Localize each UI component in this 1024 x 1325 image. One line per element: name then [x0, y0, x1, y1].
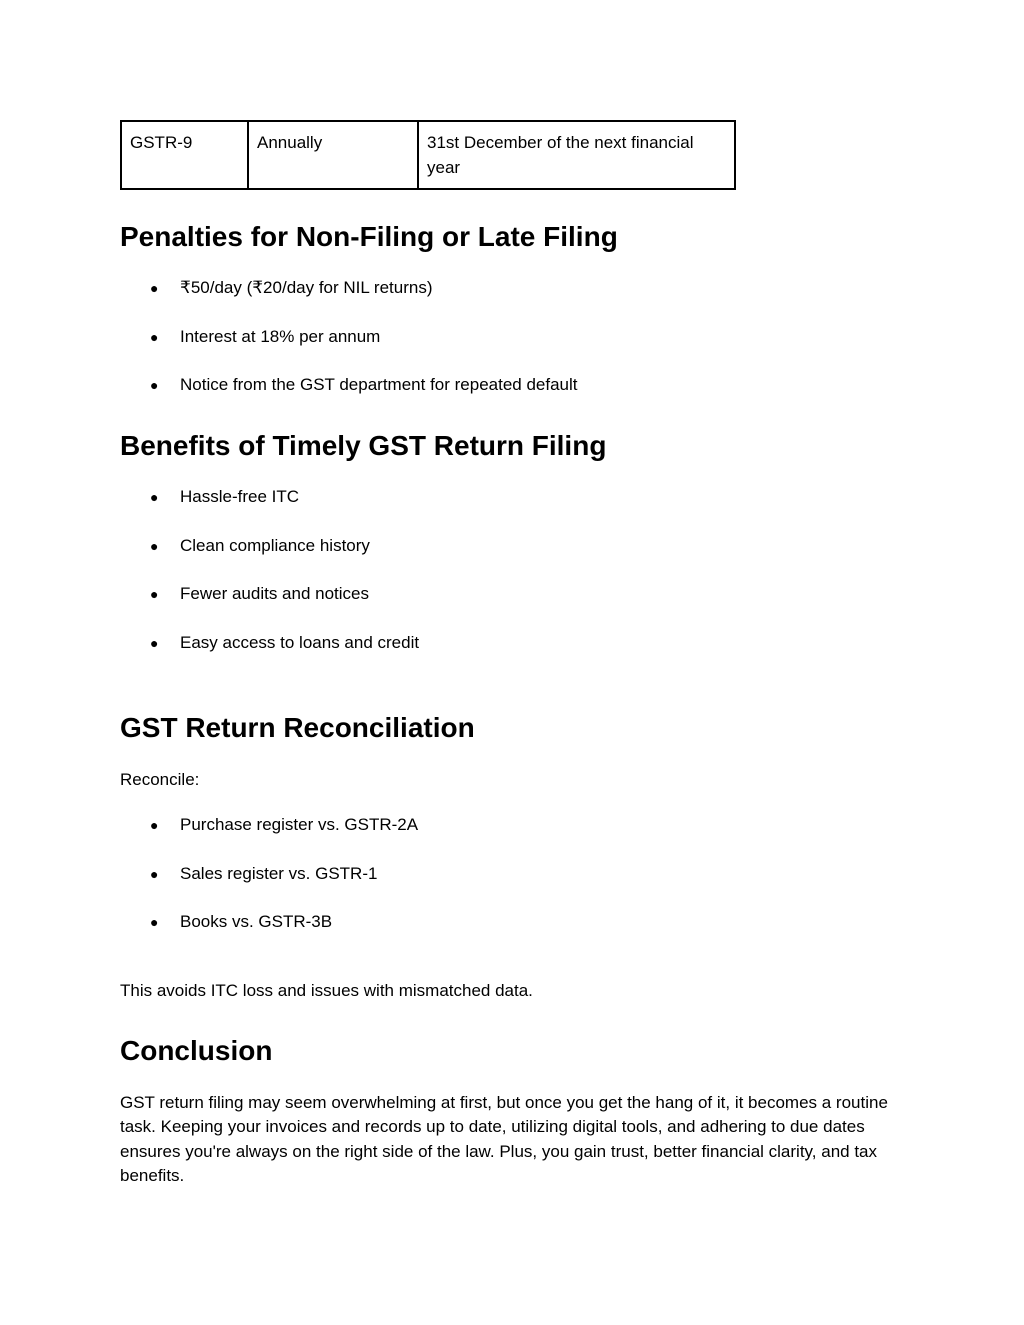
- list-item-text: Sales register vs. GSTR-1: [180, 863, 378, 883]
- benefits-list: [150, 485, 419, 680]
- list-item-text: Purchase register vs. GSTR-2A: [180, 815, 419, 834]
- list-item: [150, 582, 419, 606]
- list-item-text: Interest at 18% per annum: [180, 326, 381, 346]
- list-item-text: Clean compliance history: [180, 535, 370, 555]
- list-item: [150, 534, 419, 558]
- list-item: [150, 485, 419, 509]
- return-schedule-table: [120, 120, 736, 190]
- bullet-icon: ●: [150, 377, 159, 394]
- list-item: [150, 276, 578, 300]
- conclusion-heading: Conclusion: [120, 1035, 273, 1066]
- list-item-text: Fewer audits and notices: [180, 584, 369, 604]
- bullet-icon: ●: [150, 865, 159, 882]
- reconciliation-list: [150, 813, 418, 959]
- list-item-text: Books vs. GSTR-3B: [180, 912, 333, 932]
- list-item: [150, 631, 419, 655]
- penalties-heading: Penalties for Non-Filing or Late Filing: [120, 221, 618, 252]
- reconciliation-intro: Reconcile:: [120, 770, 200, 789]
- conclusion-body: GST return filing may seem overwhelming at first, but once you get the hang of it, it becomes a routine task. Keeping your invoices and records up to date, utilizing digital tools, and adhering to due dates ensures you're always on the right side of the law. Plus, you gain trust, better financial clarity, and tax benefits.: [120, 1093, 888, 1186]
- reconciliation-heading: GST Return Reconciliation: [120, 712, 475, 743]
- bullet-icon: ●: [150, 280, 159, 296]
- list-item-text: ₹50/day (₹20/day for NIL returns): [180, 278, 433, 297]
- list-item-text: Hassle-free ITC: [180, 487, 300, 506]
- bullet-icon: ●: [150, 817, 159, 833]
- list-item: [150, 373, 578, 397]
- list-item: [150, 325, 578, 349]
- bullet-icon: ●: [150, 586, 159, 603]
- bullet-icon: ●: [150, 914, 159, 931]
- list-item-text: Notice from the GST department for repeated default: [180, 375, 578, 395]
- penalties-list: [150, 276, 578, 422]
- bullet-icon: ●: [150, 537, 159, 554]
- list-item: [150, 862, 418, 886]
- list-item: [150, 910, 418, 934]
- reconciliation-outro: This avoids ITC loss and issues with mismatched data.: [120, 981, 533, 1000]
- table-cell-frequency: Annually: [248, 121, 418, 189]
- list-item: [150, 813, 418, 837]
- bullet-icon: ●: [150, 635, 159, 652]
- table-cell-due-date: 31st December of the next financial year: [418, 121, 735, 189]
- table-cell-return-type: GSTR-9: [121, 121, 248, 189]
- table-row: [121, 121, 735, 189]
- bullet-icon: ●: [150, 328, 159, 345]
- benefits-heading: Benefits of Timely GST Return Filing: [120, 430, 607, 461]
- bullet-icon: ●: [150, 489, 159, 505]
- list-item-text: Easy access to loans and credit: [180, 633, 420, 653]
